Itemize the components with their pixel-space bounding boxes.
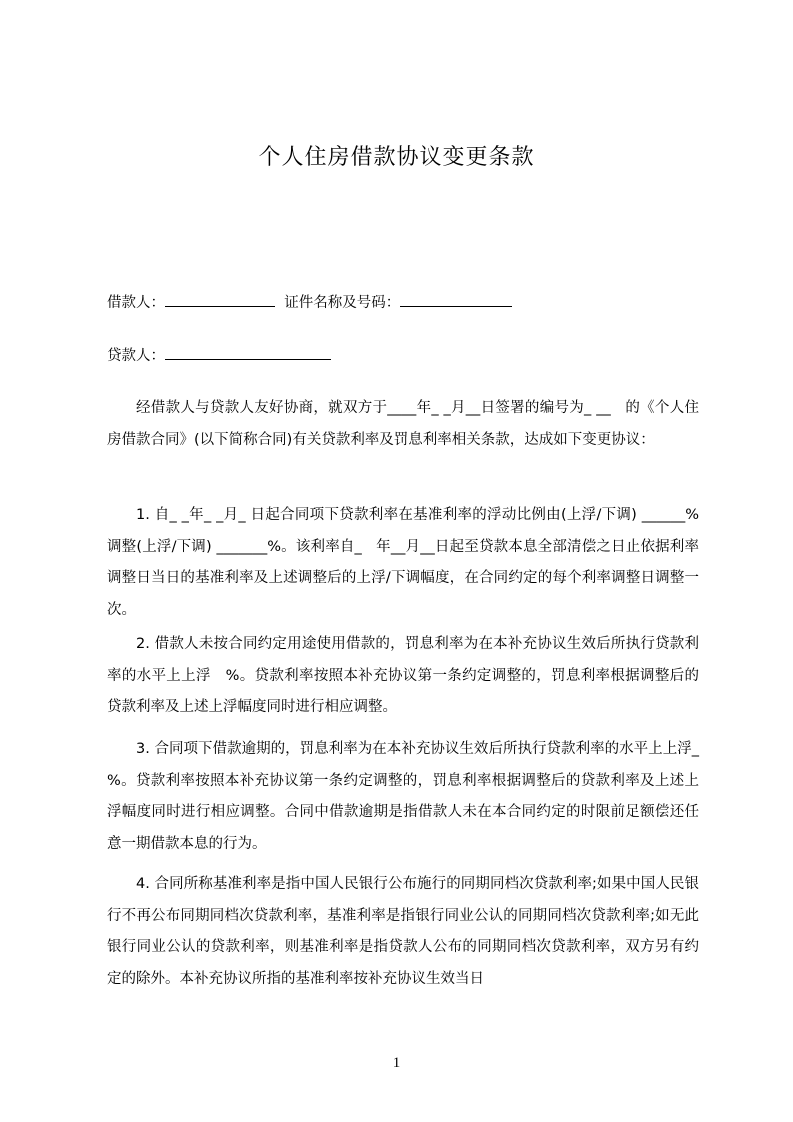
clause-2: 2. 借款人未按合同约定用途使用借款的，罚息利率为在本补充协议生效后所执行贷款利率的水平上上浮 %。贷款利率按照本补充协议第一条约定调整的，罚息利率根据调整后的贷款利率及上述上浮幅度同时进行相应调整。 (107, 636, 699, 715)
borrower-line (107, 292, 512, 312)
clause-1: 1. 自_ _年_ _月_ 日起合同项下贷款利率在基准利率的浮动比例由(上浮/下调) ______%调整(上浮/下调) _______%。该利率自_ 年__月__日起至贷款本息全部清偿之日止依据利率调整日当日的基准利率及上述调整后的上浮/下调幅度，在合同约定的每个利率调整日调整一次。 (107, 507, 699, 618)
page-number: 1 (392, 1055, 401, 1071)
preamble-paragraph: 经借款人与贷款人友好协商，就双方于____年_ _月__日签署的编号为_ __ 的《个人住房借款合同》(以下简称合同)有关贷款利率及罚息利率相关条款，达成如下变更协议： (107, 400, 699, 448)
document-title: 个人住房借款协议变更条款 (258, 145, 535, 170)
clause-4: 4. 合同所称基准利率是指中国人民银行公布施行的同期同档次贷款利率;如果中国人民银行不再公布同期同档次贷款利率，基准利率是指银行同业公认的同期同档次贷款利率;如无此银行同业公认的贷款利率，则基准利率是指贷款人公布的同期同档次贷款利率，双方另有约定的除外。本补充协议所指的基准利率按补充协议生效当日 (107, 876, 699, 987)
borrower-blank[interactable] (165, 292, 275, 307)
borrower-label: 借款人： (107, 295, 165, 311)
lender-blank[interactable] (165, 345, 331, 360)
clause-3: 3. 合同项下借款逾期的，罚息利率为在本补充协议生效后所执行贷款利率的水平上上浮_ %。贷款利率按照本补充协议第一条约定调整的，罚息利率根据调整后的贷款利率及上述上浮幅度同时进行相应调整。合同中借款逾期是指借款人未在本合同约定的时限前足额偿还任意一期借款本息的行为。 (107, 741, 713, 852)
id-blank[interactable] (400, 292, 512, 307)
lender-label: 贷款人： (107, 348, 165, 364)
id-label: 证件名称及号码： (284, 295, 401, 311)
lender-line (107, 345, 331, 365)
